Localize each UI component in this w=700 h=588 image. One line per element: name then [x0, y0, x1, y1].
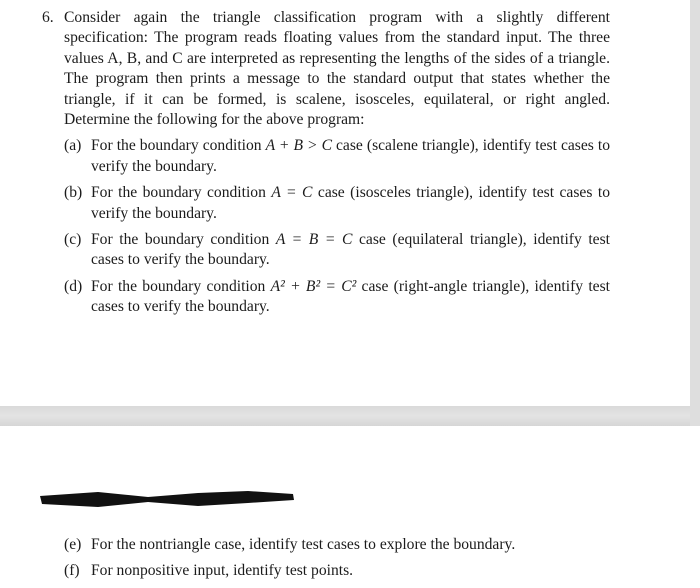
problem-stem: Consider again the triangle classification program with a slightly different specification: The program reads floating values from the standard input. The three values A, B, and C are interpreted as representing the lengths of the sides of a triangle. The program then prints a message to the standard output that states whether the triangle, if it can be formed, is scalene, isosceles, equilateral, or right angled. Determine the following for the above program: [64, 9, 610, 129]
continuation-parts [64, 532, 624, 584]
part-text [91, 136, 610, 177]
part-label: (f) [64, 562, 80, 579]
part-text: For the nontriangle case, identify test cases to explore the boundary. [91, 536, 516, 553]
part-post: case (right-angle triangle), identify test cases to verify the boundary. [91, 277, 610, 316]
part-text [91, 230, 610, 271]
part-c [64, 230, 610, 271]
part-pre: For the boundary condition [91, 277, 271, 295]
part-label: (d) [64, 277, 83, 295]
part-text [91, 183, 610, 224]
part-text: For nonpositive input, identify test points. [91, 562, 354, 579]
part-math: A² + B² = C² [270, 277, 357, 295]
part-label: (c) [64, 231, 82, 249]
part-label: (a) [64, 137, 82, 155]
part-post: case (equilateral triangle), identify test cases to verify the boundary. [91, 231, 610, 269]
part-label: (e) [64, 536, 82, 553]
part-math: A + B > C [265, 137, 332, 155]
parts-list [64, 136, 610, 317]
part-math: A = C [271, 184, 313, 202]
part-math: A = B = C [275, 231, 353, 249]
part-text [91, 277, 610, 318]
part-pre: For the boundary condition [91, 184, 272, 202]
part-d [64, 277, 610, 318]
problem-6 [42, 8, 610, 324]
part-post: case (scalene triangle), identify test cases to verify the boundary. [91, 137, 611, 175]
part-label: (b) [64, 184, 83, 202]
part-a [64, 136, 610, 177]
part-pre: For the boundary condition [91, 137, 266, 155]
part-f [64, 558, 624, 584]
part-b [64, 183, 610, 224]
page-gap [0, 406, 700, 426]
part-e [64, 532, 624, 558]
problem-number: 6. [42, 9, 54, 26]
part-pre: For the boundary condition [91, 231, 276, 249]
part-post: case (isosceles triangle), identify test cases to verify the boundary. [91, 184, 610, 222]
redaction-mark [38, 488, 296, 510]
